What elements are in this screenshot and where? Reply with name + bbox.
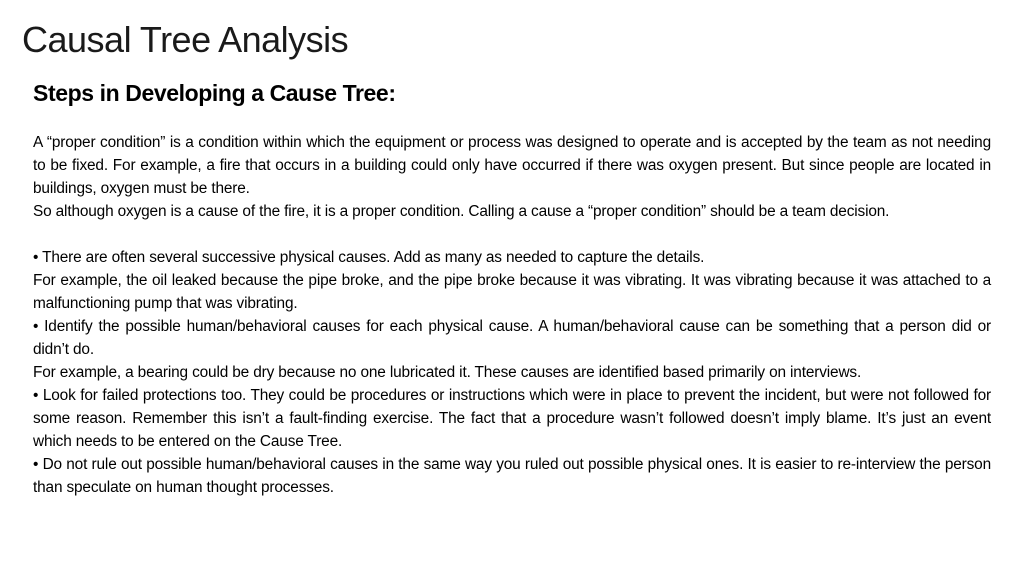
bullet-failed-protections: • Look for failed protections too. They could be procedures or instructions which were in place to prevent the incident, but were not followed for some reason. Remember this isn’t a fault-finding exercise. The fact that a procedure wasn’t followed doesn’t imply blame. It’s just an event which needs to be entered on the Cause Tree. bbox=[33, 387, 991, 450]
bullet-do-not-rule-out: • Do not rule out possible human/behavioral causes in the same way you ruled out possible physical ones. It is easier to re-interview the person than speculate on human thought processes. bbox=[33, 456, 991, 496]
slide-title: Causal Tree Analysis bbox=[22, 19, 349, 60]
paragraph-oil-example: For example, the oil leaked because the pipe broke, and the pipe broke because it was vibrating. It was vibrating because it was attached to a malfunctioning pump that was vibrating. bbox=[33, 272, 991, 312]
bullet-physical-causes: • There are often several successive physical causes. Add as many as needed to capture the details. bbox=[33, 249, 705, 266]
paragraph-oxygen-example: So although oxygen is a cause of the fire, it is a proper condition. Calling a cause a “proper condition” should be a team decision. bbox=[33, 203, 890, 220]
bullet-human-causes: • Identify the possible human/behavioral causes for each physical cause. A human/behavioral cause can be something that a person did or didn’t do. bbox=[33, 318, 991, 358]
paragraph-bearing-example: For example, a bearing could be dry because no one lubricated it. These causes are identified based primarily on interviews. bbox=[33, 364, 862, 381]
slide-subtitle: Steps in Developing a Cause Tree: bbox=[33, 80, 396, 106]
paragraph-spacer bbox=[33, 223, 991, 246]
paragraph-proper-condition: A “proper condition” is a condition within which the equipment or process was designed to operate and is accepted by the team as not needing to be fixed. For example, a fire that occurs in a building could only have occurred if there was oxygen present. But since people are located in buildings, oxygen must be there. bbox=[33, 134, 991, 197]
slide-body bbox=[33, 131, 991, 499]
